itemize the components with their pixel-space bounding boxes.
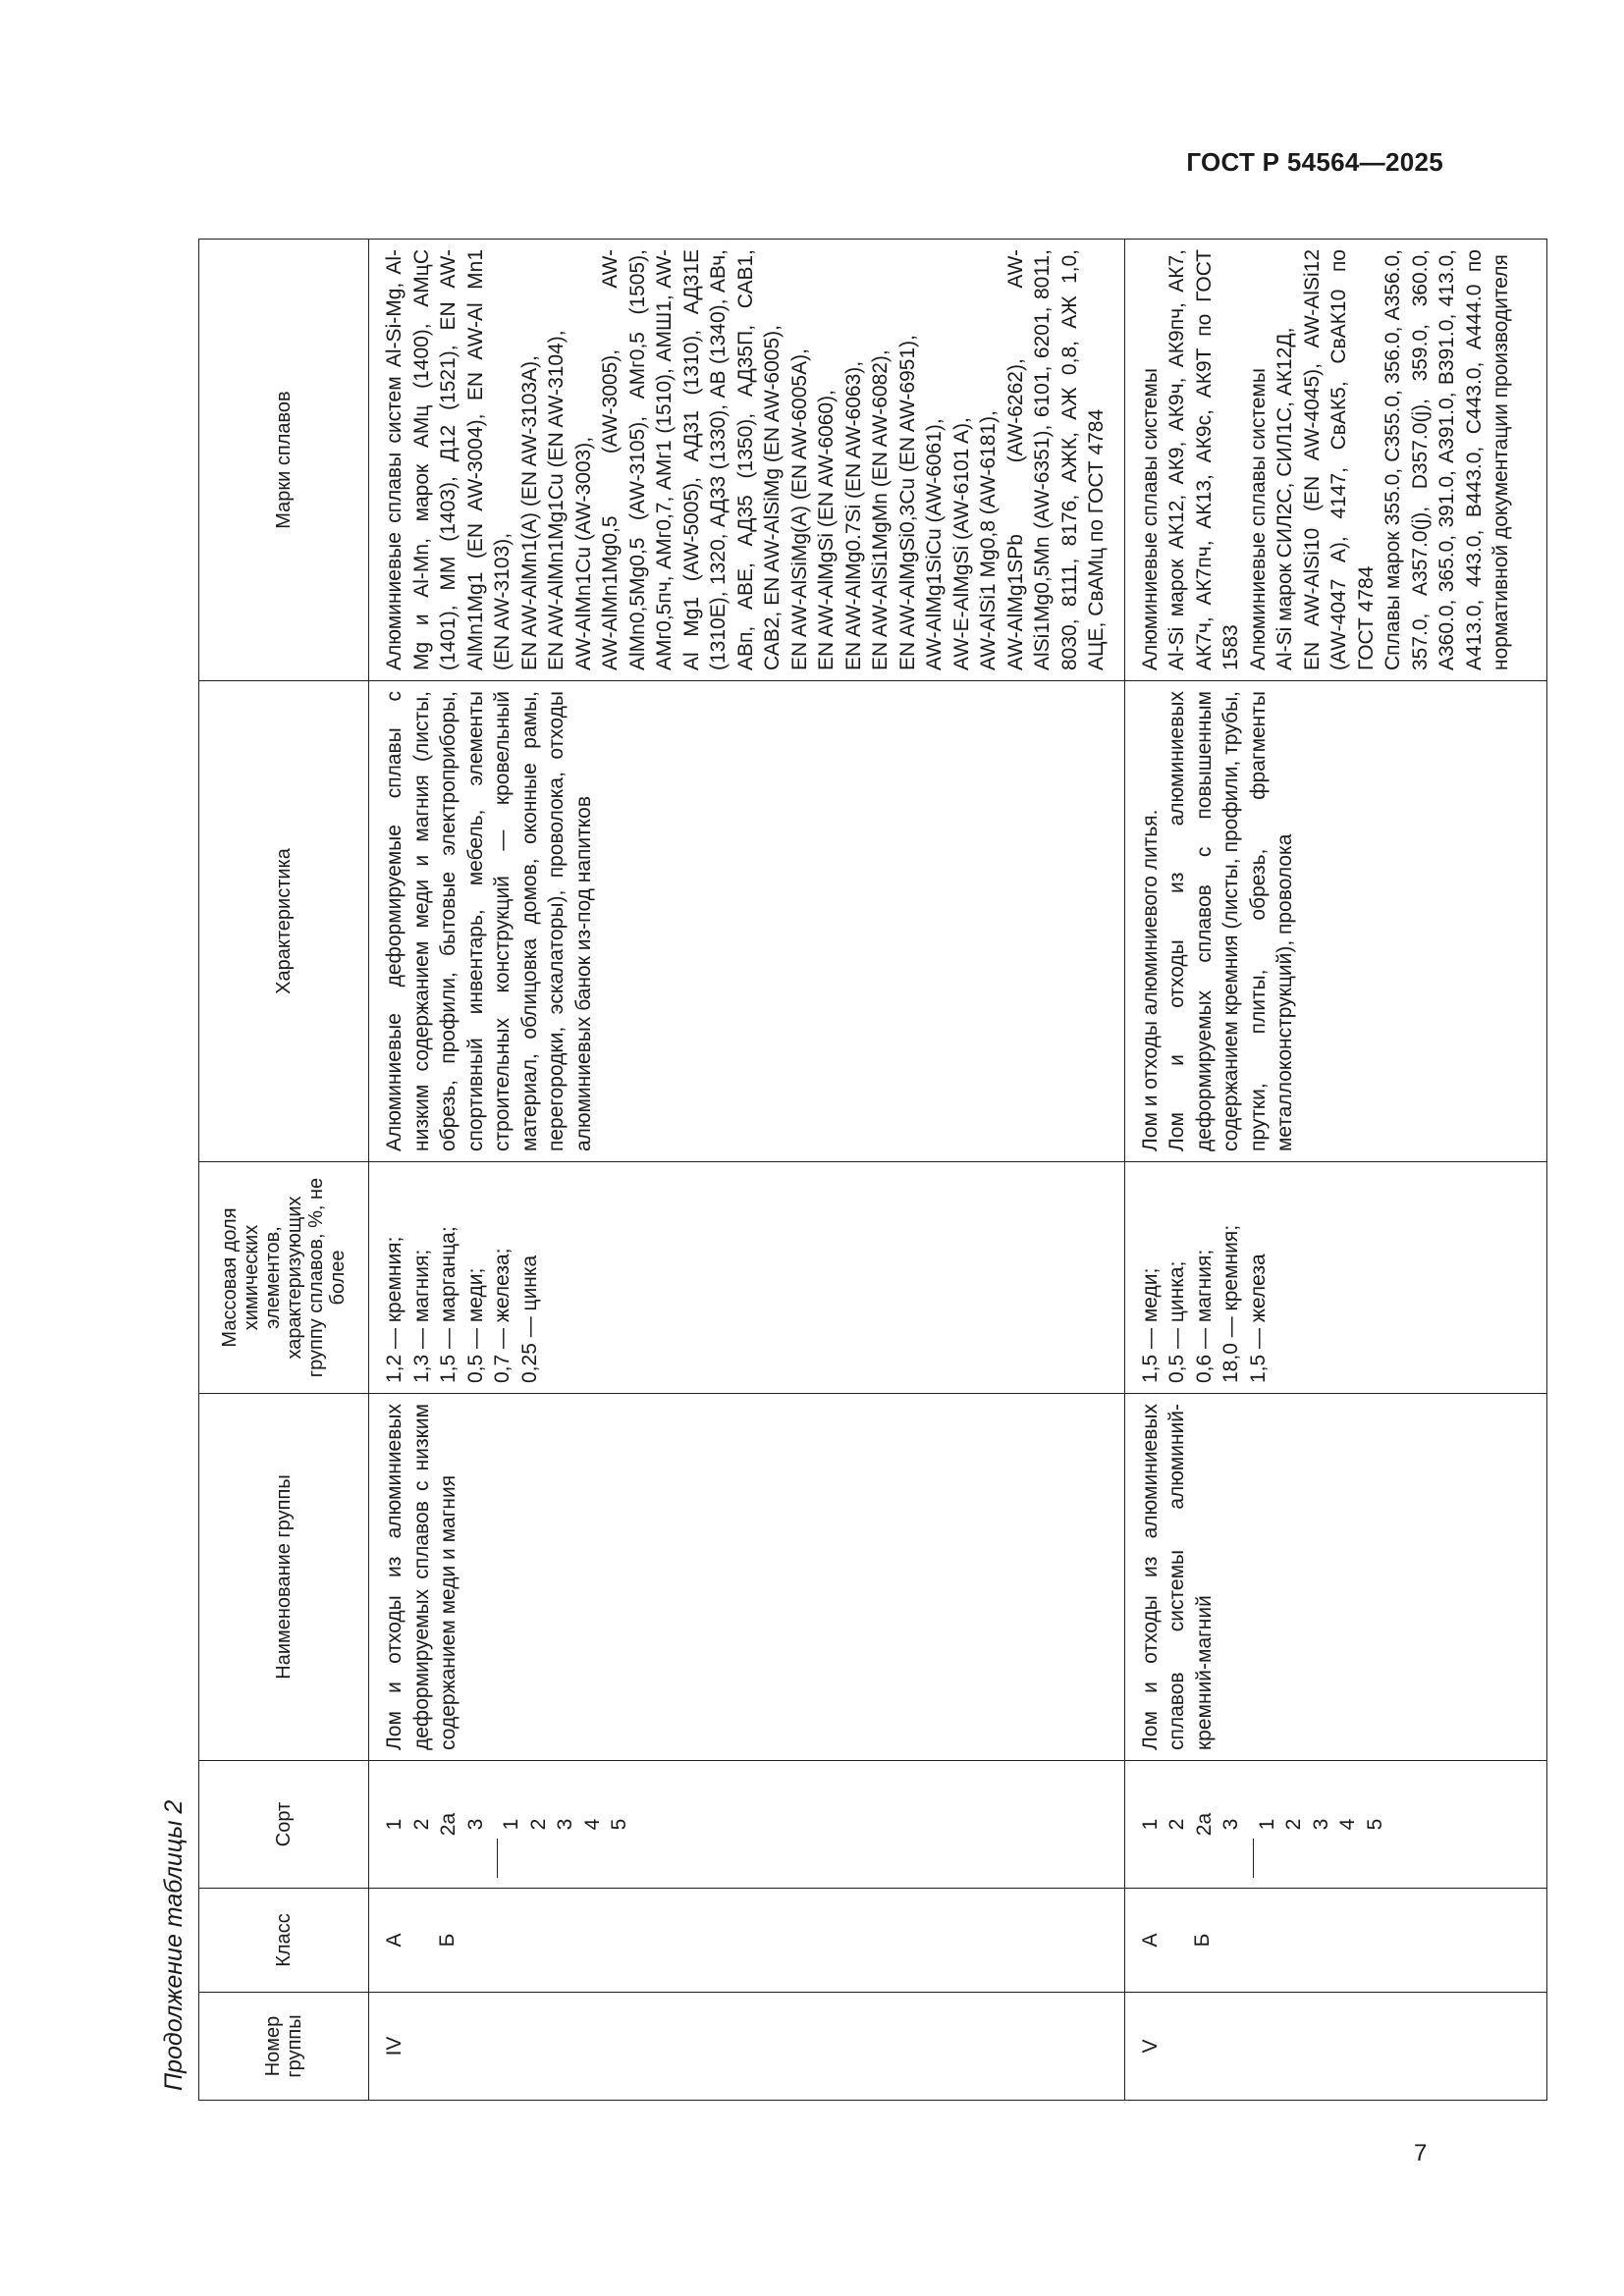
table-row — [1124, 240, 1546, 2101]
class-b: Б — [1191, 1933, 1214, 1948]
mark-line: EN AW-AlSi10 (EN AW-4045), AW-AlSi12 (AW-4047 A), 4147, СвАК5, СвАК10 по ГОСТ 4784 — [1300, 249, 1378, 670]
mark-line: EN AW-AlSi1MgMn (EN AW-6082), — [869, 349, 892, 670]
element-line: 0,25 — цинка — [517, 1255, 541, 1383]
grade: 2 — [409, 1818, 433, 1831]
table-header-row — [199, 240, 369, 2101]
grade: 2 — [526, 1818, 550, 1831]
grade: 1 — [383, 1818, 406, 1831]
element-line: 1,2 — кремния; — [383, 1236, 406, 1383]
group-number-cell: V — [1124, 1993, 1546, 2101]
element-line: 0,5 — меди; — [463, 1267, 487, 1383]
group-name-cell: Лом и отходы из алюминиевых деформируемых сплавов с низким содержанием меди и магния — [369, 1394, 1125, 1761]
header-grade: Сорт — [199, 1761, 369, 1889]
group-name-cell: Лом и отходы из алюминиевых сплавов системы алюминий-кремний-магний — [1124, 1394, 1546, 1761]
mark-line: AW-AlMn1Cu (AW-3003), — [571, 436, 595, 670]
mark-line: EN AW-AlSiMg(A) (EN AW-6005A), — [787, 348, 811, 670]
element-line: 1,3 — магния; — [409, 1249, 433, 1383]
standard-code: ГОСТ Р 54564—2025 — [1186, 147, 1443, 177]
characteristic-line: Лом и отходы алюминиевого литья. — [1138, 809, 1162, 1151]
table-caption: Продолжение таблицы 2 — [160, 1799, 188, 2091]
alloy-groups-table — [198, 239, 1547, 2101]
mark-line: EN AW-AlMn1Mg1Cu (EN AW-3104), — [545, 330, 568, 670]
header-class: Класс — [199, 1889, 369, 1993]
header-alloy-marks: Марки сплавов — [199, 240, 369, 681]
header-mass-fraction: Массовая доля химических элементов, характеризующих группу сплавов, %, не более — [199, 1162, 369, 1394]
grade: 3 — [1219, 1818, 1242, 1831]
mark-line: AW-E-AlMgSi (AW-6101 A), — [949, 417, 973, 670]
element-line: 0,5 — цинка; — [1165, 1260, 1188, 1383]
rotated-table-area — [149, 240, 1512, 2101]
grade: 2 — [1282, 1818, 1305, 1831]
grade: 1 — [1138, 1818, 1162, 1831]
grade: 3 — [1309, 1818, 1332, 1831]
page-number: 7 — [1414, 2140, 1428, 2166]
grade-cell — [369, 1761, 1125, 1889]
mark-line: AW-AlMg1SiCu (AW-6061), — [923, 418, 946, 670]
class-cell — [369, 1889, 1125, 1993]
alloy-marks-cell — [369, 240, 1125, 681]
element-line: 0,7 — железа; — [491, 1248, 514, 1383]
characteristic-cell — [1124, 681, 1546, 1162]
grade: 5 — [1363, 1818, 1386, 1831]
mark-line: AW-AlSi1 Mg0,8 (AW-6181), — [977, 410, 1000, 670]
mark-line: Al-Si марок АК12, АК9, АК9ч, АК9пч, АК7, АК7ч, АК7пч, АК13, АК9с, АК9Т по ГОСТ 1583 — [1165, 249, 1242, 670]
grade: 3 — [554, 1818, 576, 1831]
header-characteristic: Характеристика — [199, 681, 369, 1162]
mark-line: Al-Si марок СИЛ2С, СИЛ1С, АК12Д, — [1273, 327, 1296, 670]
element-line: 0,6 — магния; — [1192, 1249, 1216, 1383]
mark-line: EN AW-AlMg0.7Si (EN AW-6063), — [841, 360, 865, 670]
mass-fraction-cell — [369, 1162, 1125, 1394]
mark-line: AW-AlMn1Mg0,5 (AW-3005), AW-AlMn0,5Mg0,5 (AW-3105), АМг0,5 (1505), АМг0,5пч, АМг0,7, АМг1 (1510), АМШ1, AW-Al Mg1 (AW-5005), АД31 (1310), АД31Е (1310Е), 1320, АД33 (1330), АВ (1340), АВч, АВп, АВЕ, АД35 (1350), АД35П, САВ1, САВ2, EN AW-AlSiMg (EN AW-6005), — [599, 249, 784, 670]
class-cell — [1124, 1889, 1546, 1993]
grade-cell — [1124, 1761, 1546, 1889]
header-group-name: Наименование группы — [199, 1394, 369, 1761]
characteristic-cell: Алюминиевые деформируемые сплавы с низким содержанием меди и магния (листы, обрезь, профили, бытовые электроприборы, спортивный инвентарь, мебель, элементы строительных конструкций — кровельный материал, облицовка домов, оконные рамы, перегородки, эскалаторы), проволока, отходы алюминиевых банок из-под напитков — [369, 681, 1125, 1162]
grade: 2 — [1165, 1818, 1188, 1831]
mark-line: Алюминиевые сплавы системы — [1246, 368, 1270, 670]
grade: 5 — [608, 1818, 630, 1831]
element-line: 1,5 — меди; — [1138, 1267, 1162, 1383]
alloy-marks-cell — [1124, 240, 1546, 681]
mark-line: AW-AlMg1SPb (AW-6262), AW-AlSi1Mg0,5Mn (AW-6351), 6101, 6201, 8011, 8030, 8111, 8176, АЖК, АЖ 0,8, АЖ 1,0, АЦЕ, СвАМц по ГОСТ 4784 — [1003, 249, 1108, 670]
mark-line: Алюминиевые сплавы систем Al-Si-Mg, Al-Mg и Al-Mn, марок АМц (1400), АМцС (1401), ММ (1403), Д12 (1521), EN AW-AlMn1Mg1 (EN AW-3004), EN AW-Al Mn1 (EN AW-3103), — [383, 249, 514, 670]
group-number-cell: IV — [369, 1993, 1125, 2101]
element-line: 1,5 — железа — [1246, 1254, 1270, 1383]
class-a: А — [383, 1933, 406, 1948]
element-line: 1,5 — марганца; — [437, 1226, 460, 1383]
grade: 4 — [580, 1818, 604, 1831]
grade: 1 — [1255, 1818, 1278, 1831]
mark-line: Алюминиевые сплавы системы — [1138, 368, 1162, 670]
mark-line: Сплавы марок 355.0, С355.0, 356.0, А356.0, 357.0, А357.0(j), D357.0(j), 359.0, 360.0, А360.0, 365.0, 391.0, А391.0, В391.0, 413.0, А413.0, 443.0, В443.0, С443.0, А444.0 по нормативной документации производителя — [1381, 249, 1512, 670]
grade: 2а — [437, 1812, 460, 1837]
grade: 4 — [1336, 1818, 1359, 1831]
grade: 1 — [500, 1818, 522, 1831]
grade: 2а — [1192, 1812, 1216, 1837]
table-row — [369, 240, 1125, 2101]
header-group-number: Номер группы — [199, 1993, 369, 2101]
class-b: Б — [435, 1933, 459, 1948]
element-line: 18,0 — кремния; — [1219, 1224, 1242, 1383]
mark-line: EN AW-AlMgSi0,3Cu (EN AW-6951), — [895, 335, 919, 670]
mark-line: EN AW-AlMn1(A) (EN AW-3103A), — [517, 355, 541, 670]
mass-fraction-cell — [1124, 1162, 1546, 1394]
grade: 3 — [463, 1818, 487, 1831]
mark-line: EN AW-AlMgSi (EN AW-6060), — [815, 390, 838, 670]
class-a: А — [1138, 1933, 1162, 1948]
characteristic-line: Лом и отходы из алюминиевых деформируемых сплавов с повышенным содержанием кремния (листы, профили, трубы, прутки, плиты, обрезь, фрагменты металлоконструкций), проволока — [1165, 691, 1296, 1151]
